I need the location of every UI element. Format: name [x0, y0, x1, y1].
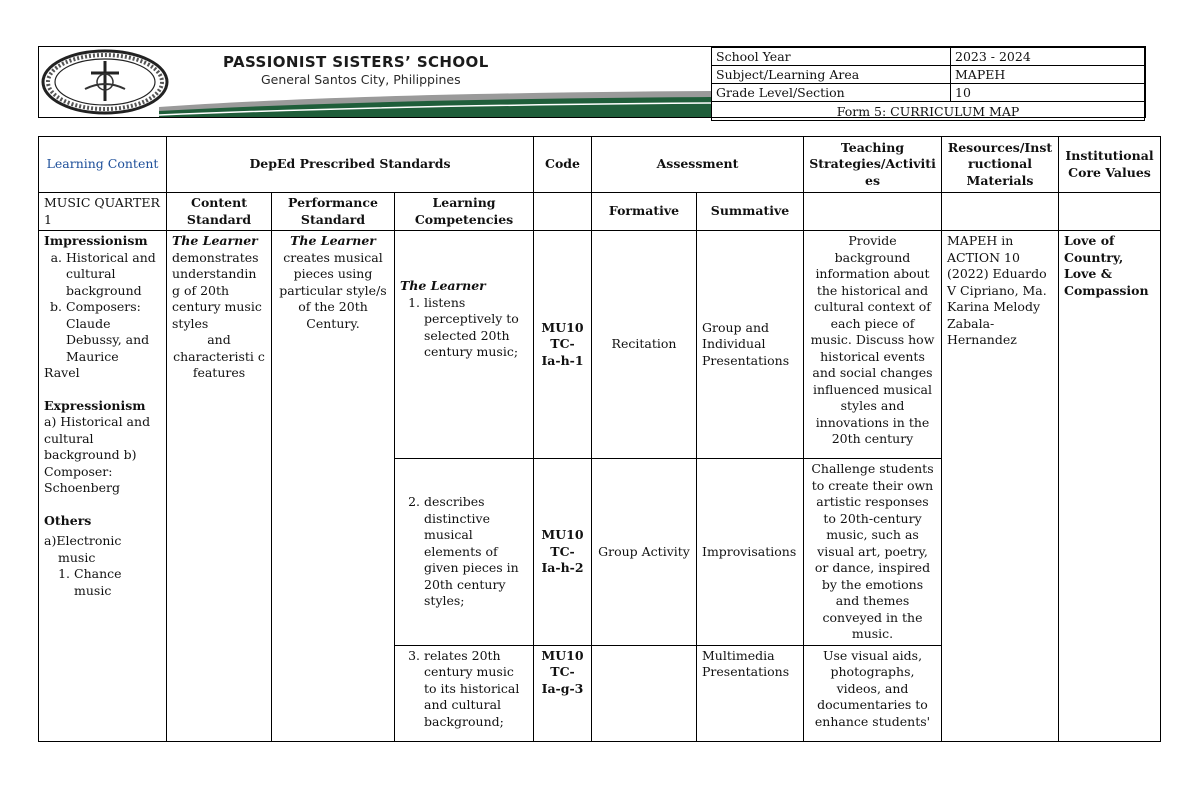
subject-label: Subject/Learning Area [712, 66, 951, 84]
code-subheader-empty [534, 193, 592, 231]
performance-standard-text: creates musical pieces using particular style/s of the 20th Century. [279, 249, 387, 331]
competencies-learner: The Learner [400, 278, 486, 294]
core-values-cell: Love of Country, Love & Compassion [1059, 231, 1161, 742]
code-cell-1: MU10 TC- Ia-h-1 [534, 231, 592, 459]
music-quarter-label: MUSIC QUARTER 1 [39, 193, 167, 231]
content-standard-cell [167, 231, 272, 742]
competency-item: 3. relates 20th century music to its historical and cultural background; [424, 648, 528, 731]
header-row [39, 137, 1161, 193]
resources-header: Resources/Inst ructional Materials [942, 137, 1059, 193]
list-item: a. Historical and cultural background [66, 250, 161, 300]
assessment-header: Assessment [592, 137, 804, 193]
impressionism-title: Impressionism [44, 233, 148, 248]
expressionism-title: Expressionism [44, 397, 146, 413]
deped-standards-header: DepEd Prescribed Standards [167, 137, 534, 193]
performance-standard-cell [272, 231, 395, 742]
curriculum-map-table [38, 136, 1161, 742]
performance-standard-learner: The Learner [290, 233, 376, 248]
list-item: b. Composers: Claude Debussy, and Maurice [66, 299, 161, 365]
formative-cell-1: Recitation [592, 231, 697, 459]
impressionism-list [44, 250, 161, 366]
content-standard-text-2: characteristi c features [173, 348, 265, 380]
document-header [38, 46, 1146, 118]
impressionism-ravel: Ravel [44, 365, 80, 380]
strategy-cell-3: Use visual aids, photographs, videos, and documentaries to enhance students' [804, 645, 942, 741]
performance-standard-header: Performance Standard [272, 193, 395, 231]
competency-cell-3 [395, 645, 534, 741]
summative-cell-2: Improvisations [697, 459, 804, 646]
school-seal-icon [41, 49, 169, 115]
learning-competencies-header: Learning Competencies [395, 193, 534, 231]
code-cell-3: MU10 TC- Ia-g-3 [534, 645, 592, 741]
school-year-label: School Year [712, 48, 951, 66]
banner-swoosh [159, 87, 711, 117]
code-cell-2: MU10 TC- Ia-h-2 [534, 459, 592, 646]
learning-content-header: Learning Content [39, 137, 167, 193]
content-standard-and: and [207, 332, 231, 347]
competency-list-1 [400, 295, 528, 361]
formative-cell-3 [592, 645, 697, 741]
code-header: Code [534, 137, 592, 193]
teaching-strategies-header: Teaching Strategies/Activiti es [804, 137, 942, 193]
competency-cell-2 [395, 459, 534, 646]
teaching-subheader-empty [804, 193, 942, 231]
formative-header: Formative [592, 193, 697, 231]
list-item: 1. Chance music [74, 566, 161, 599]
content-standard-header: Content Standard [167, 193, 272, 231]
competency-list-2 [400, 494, 528, 610]
school-name: PASSIONIST SISTERS’ SCHOOL [223, 53, 489, 71]
values-subheader-empty [1059, 193, 1161, 231]
school-banner [39, 47, 711, 117]
school-year-value: 2023 - 2024 [951, 48, 1145, 66]
others-title: Others [44, 512, 92, 528]
competency-cell-1 [395, 231, 534, 459]
core-values-header: Institutional Core Values [1059, 137, 1161, 193]
header-info-table [711, 47, 1145, 121]
expressionism-item-a: a) Historical and cultural background b) [44, 414, 151, 462]
competency-item: 2. describes distinctive musical elements of given pieces in 20th century styles; [424, 494, 528, 610]
school-location: General Santos City, Philippines [261, 72, 461, 87]
summative-header: Summative [697, 193, 804, 231]
learning-content-cell [39, 231, 167, 742]
content-standard-text: demonstrates understandin g of 20th century music styles [172, 249, 262, 331]
competency-list-3 [400, 648, 528, 731]
strategy-cell-2: Challenge students to create their own artistic responses to 20th-century music, such as visual art, poetry, or dance, inspired by the emotions and themes conveyed in the music. [804, 459, 942, 646]
others-item-a: a)Electronic [44, 533, 122, 548]
table-row [39, 231, 1161, 459]
content-standard-learner: The Learner [172, 233, 258, 248]
expressionism-item-b: Composer: Schoenberg [44, 463, 120, 495]
resources-cell: MAPEH in ACTION 10 (2022) Eduardo V Cipriano, Ma. Karina Melody Zabala- Hernandez [942, 231, 1059, 742]
others-item-a-cont: music [58, 549, 96, 565]
grade-value: 10 [951, 84, 1145, 102]
subheader-row [39, 193, 1161, 231]
others-list [44, 566, 161, 599]
strategy-cell-1: Provide background information about the historical and cultural context of each piece of music. Discuss how historical events and social changes influenced musical styles and innovations in the 20th century [804, 231, 942, 459]
summative-cell-3: Multimedia Presentations [697, 645, 804, 741]
formative-cell-2: Group Activity [592, 459, 697, 646]
subject-value: MAPEH [951, 66, 1145, 84]
summative-cell-1: Group and Individual Presentations [697, 231, 804, 459]
grade-label: Grade Level/Section [712, 84, 951, 102]
resources-subheader-empty [942, 193, 1059, 231]
competency-item: 1. listens perceptively to selected 20th century music; [424, 295, 528, 361]
form-title: Form 5: CURRICULUM MAP [712, 102, 1145, 121]
